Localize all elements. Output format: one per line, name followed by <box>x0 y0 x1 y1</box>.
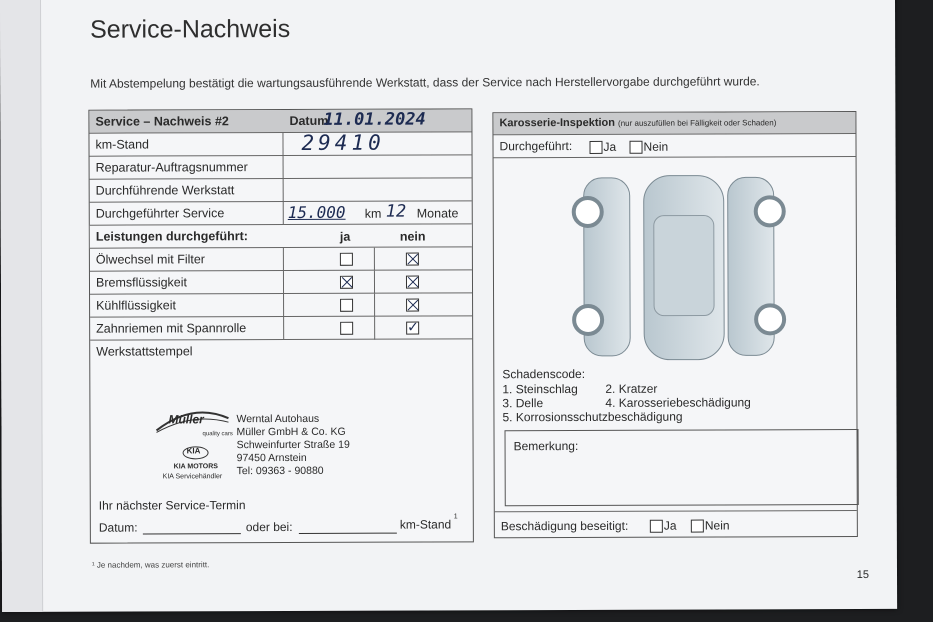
code-3: 3. Delle <box>502 396 544 411</box>
karosserie-note: (nur auszufüllen bei Fälligkeit oder Schaden) <box>618 118 777 128</box>
karosserie-form <box>492 111 857 538</box>
service-header-row <box>89 109 471 132</box>
stamp-line: Werntal Autohaus <box>236 412 320 426</box>
durch-ja-label: Ja <box>603 139 617 154</box>
durch-row <box>493 133 855 158</box>
service-item-row <box>90 315 472 340</box>
item-nein-checkbox[interactable] <box>406 322 419 335</box>
kia-motors: KIA MOTORS <box>173 463 218 471</box>
service-form <box>88 108 474 543</box>
beseitigt-label: Beschädigung beseitigt: <box>500 518 629 534</box>
service-item-label: Zahnriemen mit Spannrolle <box>96 321 247 336</box>
durch-nein-label: Nein <box>643 139 669 154</box>
stamp-brand: Müller <box>168 412 204 427</box>
service-label: Durchgeführter Service <box>95 206 225 221</box>
beseitigt-ja-checkbox[interactable] <box>650 520 663 533</box>
leistungen-label: Leistungen durchgeführt: <box>95 229 248 244</box>
stamp-address <box>236 413 349 478</box>
beseitigt-nein-checkbox[interactable] <box>691 520 704 533</box>
car-area <box>494 156 857 512</box>
item-nein-checkbox[interactable] <box>406 276 419 289</box>
code-1: 1. Steinschlag <box>502 381 578 397</box>
code-4: 4. Karosseriebeschädigung <box>605 395 751 410</box>
stamp-line: 97450 Arnstein <box>236 451 307 465</box>
durch-label: Durchgeführt: <box>499 139 573 154</box>
next-service-label: Ihr nächster Service-Termin <box>98 498 246 513</box>
datum-value: 11.01.2024 <box>323 109 426 130</box>
previous-page-edge <box>0 0 43 612</box>
item-nein-checkbox[interactable] <box>406 253 419 266</box>
km-unit: km <box>364 206 382 221</box>
stempel-area <box>90 338 473 542</box>
next-km-line <box>299 533 397 534</box>
footnote: ¹ Je nachdem, was zuerst eintritt. <box>91 560 210 570</box>
karosserie-header <box>499 116 776 129</box>
bemerkung-box[interactable] <box>505 429 859 506</box>
auftrag-row <box>90 154 472 179</box>
item-ja-checkbox[interactable] <box>340 276 353 289</box>
km-label: km-Stand <box>95 137 150 152</box>
beseitigt-ja-label: Ja <box>663 518 677 533</box>
bemerkung-label: Bemerkung: <box>513 438 579 454</box>
stamp-line: Müller GmbH & Co. KG <box>236 425 346 439</box>
kia-dealer: KIA Servicehändler <box>162 473 223 481</box>
durch-ja-checkbox[interactable] <box>589 141 602 154</box>
stamp-line: Tel: 09363 - 90880 <box>236 464 324 478</box>
code-title: Schadenscode: <box>502 366 586 382</box>
next-km-sup: 1 <box>453 513 458 521</box>
next-datum-label: Datum: <box>98 520 138 535</box>
werkstatt-row <box>90 177 472 202</box>
kia-logo-icon <box>183 446 209 459</box>
item-nein-checkbox[interactable] <box>406 299 419 312</box>
service-item-row <box>90 292 472 317</box>
nein-header: nein <box>399 229 426 244</box>
km-value: 29410 <box>301 130 385 155</box>
kia-logo-text: KIA <box>186 446 201 456</box>
service-row <box>90 200 472 225</box>
item-ja-checkbox[interactable] <box>340 253 353 266</box>
item-ja-checkbox[interactable] <box>340 322 353 335</box>
next-km-label: km-Stand <box>399 517 452 532</box>
karosserie-title: Karosserie-Inspektion <box>499 116 616 130</box>
beseitigt-row <box>495 510 857 537</box>
months-value: 12 <box>385 201 407 222</box>
werkstatt-label: Durchführende Werkstatt <box>95 183 235 198</box>
car-diagram-icon <box>570 173 801 364</box>
intro-text: Mit Abstempelung bestätigt die wartungsausführende Werkstatt, dass der Service nach Herstellervorgabe durchgeführt wurde. <box>90 74 760 91</box>
stamp-line: Schweinfurter Straße 19 <box>236 438 350 452</box>
service-item-row <box>90 246 472 271</box>
ja-header: ja <box>339 229 351 244</box>
months-unit: Monate <box>416 206 459 221</box>
item-ja-checkbox[interactable] <box>340 299 353 312</box>
service-km-value: 15.000 <box>287 202 346 222</box>
datum-label: Datum <box>289 113 329 128</box>
service-item-label: Bremsflüssigkeit <box>95 275 188 290</box>
service-item-label: Kühlflüssigkeit <box>96 298 176 313</box>
leistungen-row <box>90 223 472 248</box>
page-title: Service-Nachweis <box>90 14 291 44</box>
code-2: 2. Kratzer <box>605 381 658 396</box>
beseitigt-nein-label: Nein <box>704 518 730 533</box>
service-item-label: Ölwechsel mit Filter <box>95 252 205 267</box>
code-5: 5. Korrosionsschutzbeschädigung <box>502 409 683 425</box>
karosserie-header-row <box>493 112 855 134</box>
next-oder-label: oder bei: <box>245 519 293 535</box>
page-number: 15 <box>856 568 870 582</box>
service-item-row <box>90 269 472 294</box>
durch-nein-checkbox[interactable] <box>629 141 642 154</box>
service-header: Service – Nachweis #2 <box>95 114 229 129</box>
stempel-label: Werkstattstempel <box>96 344 193 359</box>
next-datum-line <box>143 533 241 534</box>
stamp-brand-sub: quality cars <box>202 431 233 438</box>
km-row <box>89 131 471 156</box>
auftrag-label: Reparatur-Auftragsnummer <box>95 160 248 175</box>
